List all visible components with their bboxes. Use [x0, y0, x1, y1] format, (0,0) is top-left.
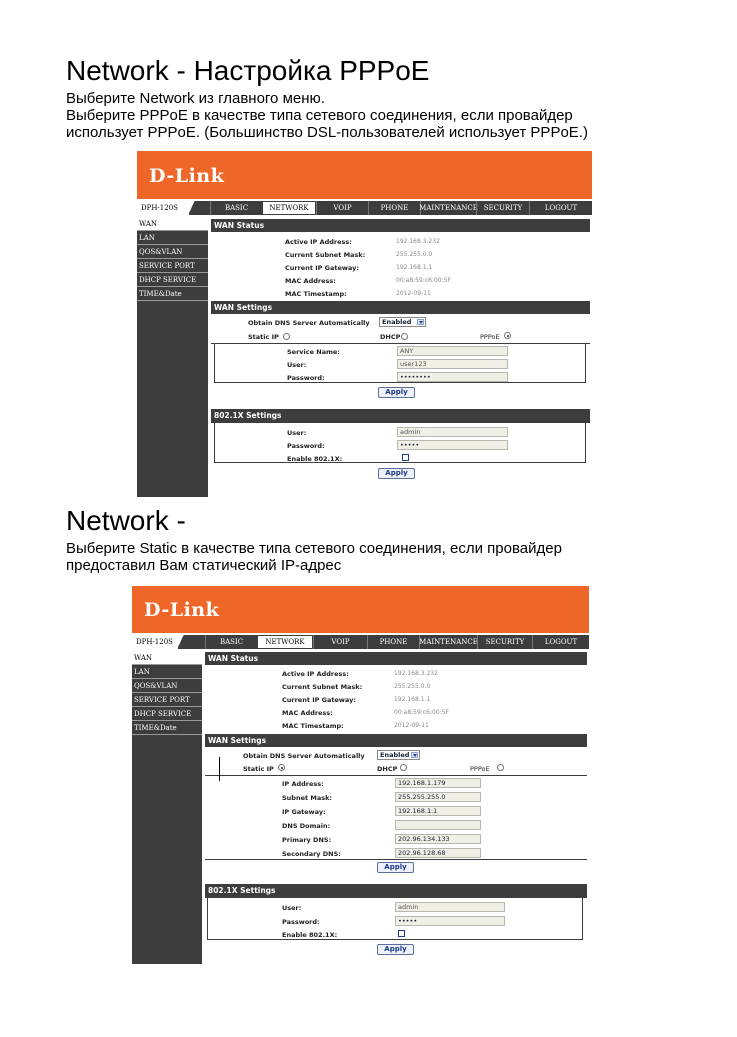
enable-dot1x-label: Enable 802.1X: — [287, 455, 343, 463]
nav-bar — [132, 635, 589, 649]
top-banner — [137, 151, 592, 199]
dot1x-password-input[interactable]: ••••• — [397, 440, 508, 450]
sidebar-item-lan[interactable]: LAN — [137, 231, 208, 245]
sidebar — [132, 651, 202, 964]
apply-button-dot1x[interactable]: Apply — [377, 944, 414, 955]
static-ip-label: Static IP — [243, 765, 274, 773]
dns-auto-label: Obtain DNS Server Automatically — [248, 319, 370, 327]
ip-gateway-value: 192.168.1.1 — [394, 696, 431, 703]
sidebar-item-dhcp-service[interactable]: DHCP SERVICE — [132, 707, 202, 721]
sidebar-item-service-port[interactable]: SERVICE PORT — [137, 259, 208, 273]
mac-address-value: 00:a8:59:c6:00:5F — [394, 709, 449, 716]
section1-line-1: Выберите Network из главного меню. — [66, 90, 325, 107]
tab-maintenance[interactable]: MAINTENANCE — [420, 201, 476, 215]
chevron-down-icon — [411, 752, 418, 758]
dot1x-password-input[interactable]: ••••• — [395, 916, 505, 926]
ip-gateway-field-label: IP Gateway: — [282, 808, 326, 816]
tab-maintenance[interactable]: MAINTENANCE — [419, 635, 477, 649]
pppoe-user-input[interactable]: user123 — [397, 359, 508, 369]
nav-bar — [137, 201, 592, 215]
active-ip-value: 192.168.3.232 — [394, 670, 438, 677]
section2-line-2: предоставил Вам статический IP-адрес — [66, 557, 342, 574]
primary-dns-input[interactable]: 202.96.134.133 — [395, 834, 481, 844]
enable-dot1x-checkbox[interactable] — [402, 454, 409, 461]
dot1x-user-input[interactable]: admin — [395, 902, 505, 912]
section1-heading: Network - Настройка PPPoE — [66, 55, 430, 86]
dot1x-user-label: User: — [282, 904, 302, 912]
ip-gateway-label: Current IP Gateway: — [285, 264, 359, 272]
dhcp-label: DHCP — [377, 765, 398, 773]
divider — [205, 859, 587, 860]
enable-dot1x-label: Enable 802.1X: — [282, 931, 338, 939]
pppoe-radio[interactable] — [497, 764, 504, 771]
dot1x-title: 802.1X Settings — [211, 409, 590, 423]
apply-button-dot1x[interactable]: Apply — [378, 468, 415, 479]
active-ip-label: Active IP Address: — [285, 238, 352, 246]
section1-line-2: Выберите PPPoE в качестве типа сетевого соединения, если провайдер — [66, 107, 573, 124]
dns-auto-value: Enabled — [382, 318, 412, 326]
dot1x-user-label: User: — [287, 429, 307, 437]
section2-line-1: Выберите Static в качестве типа сетевого соединения, если провайдер — [66, 540, 562, 557]
ip-gateway-input[interactable]: 192.168.1.1 — [395, 806, 481, 816]
static-ip-radio[interactable] — [283, 333, 290, 340]
wan-settings-title: WAN Settings — [205, 734, 587, 747]
service-name-input[interactable]: ANY — [397, 346, 508, 356]
subnet-mask-value: 255.255.0.0 — [394, 683, 431, 690]
sidebar-item-lan[interactable]: LAN — [132, 665, 202, 679]
tab-logout[interactable]: LOGOUT — [532, 635, 589, 649]
subnet-mask-label: Current Subnet Mask: — [282, 683, 363, 691]
tab-network[interactable]: NETWORK — [262, 201, 316, 215]
sidebar-item-service-port[interactable]: SERVICE PORT — [132, 693, 202, 707]
dns-auto-value: Enabled — [380, 751, 410, 759]
secondary-dns-label: Secondary DNS: — [282, 850, 341, 858]
service-name-label: Service Name: — [287, 348, 340, 356]
router-screenshot-static — [132, 586, 589, 964]
dns-domain-input[interactable] — [395, 820, 481, 830]
dhcp-radio[interactable] — [401, 333, 408, 340]
sidebar-item-wan[interactable]: WAN — [132, 651, 202, 665]
tab-security[interactable]: SECURITY — [477, 635, 532, 649]
section2-heading: Network - — [66, 505, 186, 536]
sidebar-item-qos-vlan[interactable]: QOS&VLAN — [132, 679, 202, 693]
main-content — [205, 651, 587, 964]
dhcp-radio[interactable] — [400, 764, 407, 771]
mac-timestamp-label: MAC Timestamp: — [282, 722, 344, 730]
subnet-mask-label: Current Subnet Mask: — [285, 251, 366, 259]
model-label: DPH-120S — [132, 635, 180, 649]
model-label: DPH-120S — [137, 201, 191, 215]
ip-gateway-value: 192.168.1.1 — [396, 264, 433, 271]
wan-status-title: WAN Status — [205, 652, 587, 665]
tab-network[interactable]: NETWORK — [257, 635, 313, 649]
secondary-dns-input[interactable]: 202.96.128.68 — [395, 848, 481, 858]
dns-auto-select[interactable] — [377, 750, 420, 760]
mac-address-label: MAC Address: — [285, 277, 336, 285]
dlink-logo: D-Link — [149, 165, 225, 187]
tab-basic[interactable]: BASIC — [205, 635, 257, 649]
tab-logout[interactable]: LOGOUT — [529, 201, 592, 215]
tab-phone[interactable]: PHONE — [368, 201, 420, 215]
wan-settings-title: WAN Settings — [211, 301, 590, 314]
sidebar-item-wan[interactable]: WAN — [137, 217, 208, 231]
pppoe-password-input[interactable]: •••••••• — [397, 372, 508, 382]
mac-address-value: 00:a8:59:c6:00:5F — [396, 277, 451, 284]
static-ip-radio[interactable] — [278, 764, 285, 771]
sidebar-item-qos-vlan[interactable]: QOS&VLAN — [137, 245, 208, 259]
pppoe-password-label: Password: — [287, 374, 325, 382]
router-screenshot-pppoe — [137, 151, 592, 497]
active-ip-label: Active IP Address: — [282, 670, 349, 678]
subnet-mask-value: 255.255.0.0 — [396, 251, 433, 258]
cursor-mark — [219, 757, 220, 781]
sidebar — [137, 217, 208, 497]
dot1x-password-label: Password: — [287, 442, 325, 450]
sidebar-item-time-date[interactable]: TIME&Date — [132, 721, 202, 735]
apply-button[interactable]: Apply — [378, 387, 415, 398]
tab-security[interactable]: SECURITY — [476, 201, 529, 215]
subnet-mask-input[interactable]: 255.255.255.0 — [395, 792, 481, 802]
mac-address-label: MAC Address: — [282, 709, 333, 717]
ip-gateway-label: Current IP Gateway: — [282, 696, 356, 704]
mac-timestamp-value: 2012-09-11 — [394, 722, 429, 729]
top-banner — [132, 586, 589, 633]
dot1x-user-input[interactable]: admin — [397, 427, 508, 437]
divider — [205, 775, 587, 776]
dns-auto-label: Obtain DNS Server Automatically — [243, 752, 365, 760]
dns-domain-label: DNS Domain: — [282, 822, 331, 830]
tab-voip[interactable]: VOIP — [313, 635, 367, 649]
pppoe-user-label: User: — [287, 361, 307, 369]
mac-timestamp-label: MAC Timestamp: — [285, 290, 347, 298]
enable-dot1x-checkbox[interactable] — [398, 930, 405, 937]
tab-phone[interactable]: PHONE — [367, 635, 419, 649]
dlink-logo: D-Link — [144, 599, 220, 621]
section1-line-3: использует PPPoE. (Большинство DSL-пользователей использует PPPoE.) — [66, 124, 588, 141]
tab-voip[interactable]: VOIP — [316, 201, 368, 215]
chevron-down-icon — [417, 319, 424, 325]
pppoe-radio[interactable] — [504, 332, 511, 339]
pppoe-label: PPPoE — [470, 765, 490, 773]
dns-auto-select[interactable] — [379, 317, 426, 327]
static-ip-label: Static IP — [248, 333, 279, 341]
primary-dns-label: Primary DNS: — [282, 836, 332, 844]
sidebar-item-dhcp-service[interactable]: DHCP SERVICE — [137, 273, 208, 287]
tab-basic[interactable]: BASIC — [210, 201, 262, 215]
subnet-mask-field-label: Subnet Mask: — [282, 794, 333, 802]
apply-button[interactable]: Apply — [377, 862, 414, 873]
main-content — [211, 217, 590, 497]
dot1x-title: 802.1X Settings — [205, 884, 587, 898]
dot1x-password-label: Password: — [282, 918, 320, 926]
sidebar-item-time-date[interactable]: TIME&Date — [137, 287, 208, 301]
ip-address-input[interactable]: 192.168.1.179 — [395, 778, 481, 788]
mac-timestamp-value: 2012-09-11 — [396, 290, 431, 297]
wan-status-title: WAN Status — [211, 219, 590, 232]
active-ip-value: 192.168.3.232 — [396, 238, 440, 245]
ip-address-label: IP Address: — [282, 780, 324, 788]
dhcp-label: DHCP — [380, 333, 401, 341]
pppoe-label: PPPoE — [480, 333, 500, 341]
